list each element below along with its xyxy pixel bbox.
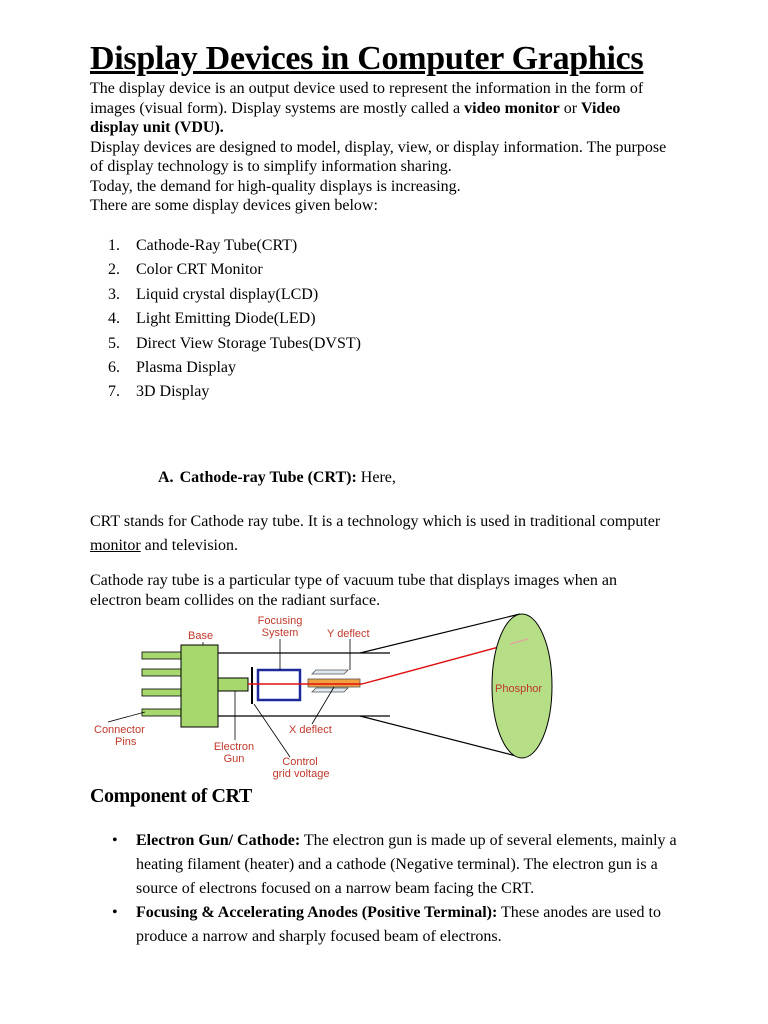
list-item: 7. 3D Display — [108, 383, 210, 401]
intro-paragraph-1: The display device is an output device used to represent the information in the form of images (visual form). Display systems are mostly called a video monitor or Video display unit (VDU). — [90, 80, 644, 136]
list-item: • Electron Gun/ Cathode: The electron gun is made up of several elements, mainly a heating filament (heater) and a cathode (Negative terminal). The electron gun is a source of electrons focused on a narrow beam facing the CRT. — [108, 829, 688, 901]
display-device-list — [108, 236, 361, 407]
connector-pin — [142, 689, 182, 696]
control-label-line1: Control — [282, 756, 318, 768]
list-item: 1. Cathode-Ray Tube(CRT) — [108, 237, 298, 254]
y-deflect-label: Y deflect — [327, 628, 370, 640]
electron-gun-label-line1: Electron — [213, 741, 255, 753]
list-item: 2. Color CRT Monitor — [108, 261, 263, 279]
intro-paragraph-2: Display devices are designed to model, display, view, or display information. The purpose of display technology is to simplify information sharing. — [90, 138, 667, 175]
list-item: 5. Direct View Storage Tubes(DVST) — [108, 334, 361, 352]
base-label: Base — [188, 630, 214, 642]
connector-pin — [142, 652, 182, 659]
x-deflect-plate — [308, 679, 360, 687]
focusing-label-line1: Focusing — [257, 615, 303, 627]
crt-diagram — [90, 612, 570, 782]
intro-section — [90, 79, 670, 216]
crt-base — [181, 645, 218, 727]
connector-label-line2: Pins — [115, 736, 137, 748]
connector-pointer — [108, 712, 145, 722]
control-grid-pointer — [254, 704, 290, 757]
list-item: 6. Plasma Display — [108, 358, 236, 376]
list-item: 3. Liquid crystal display(LCD) — [108, 285, 319, 303]
page-title: Display Devices in Computer Graphics — [90, 40, 644, 77]
x-deflect-pointer — [312, 687, 334, 724]
control-label-line2: grid voltage — [272, 768, 330, 780]
connector-pin — [142, 709, 182, 716]
focusing-system — [258, 670, 300, 700]
vdu-term: Video display unit (VDU). — [90, 99, 621, 136]
electron-gun — [218, 678, 248, 691]
deflected-beam — [362, 644, 510, 684]
focusing-label-line2: System — [261, 627, 299, 639]
crt-definition-paragraph: CRT stands for Cathode ray tube. It is a technology which is used in traditional computer monitor and television. — [90, 513, 661, 554]
bullet-icon: • — [112, 904, 118, 921]
component-heading: Component of CRT — [90, 785, 252, 807]
intro-paragraph-4: There are some display devices given below: — [90, 197, 378, 214]
intro-paragraph-3: Today, the demand for high-quality displays is increasing. — [90, 177, 461, 195]
section-a-heading: A. Cathode-ray Tube (CRT): Here, — [158, 469, 396, 486]
connector-pin — [142, 669, 182, 676]
y-deflect-plate-top — [312, 670, 348, 674]
connector-label-line1: Connector — [94, 724, 145, 736]
list-item: • Focusing & Accelerating Anodes (Positive Terminal): These anodes are used to produce a narrow and sharply focused beam of electrons. — [108, 901, 688, 949]
video-monitor-term: video monitor — [464, 99, 560, 117]
crt-description-paragraph: Cathode ray tube is a particular type of vacuum tube that displays images when an electron beam collides on the radiant surface. — [90, 572, 617, 609]
x-deflect-label: X deflect — [289, 724, 332, 736]
component-list — [108, 829, 688, 949]
y-deflect-plate-bottom — [312, 688, 348, 692]
bullet-icon: • — [112, 832, 118, 849]
monitor-link[interactable]: monitor — [90, 537, 141, 554]
electron-gun-label-line2: Gun — [223, 753, 245, 765]
list-item: 4. Light Emitting Diode(LED) — [108, 310, 316, 328]
phosphor-label: Phosphor — [495, 683, 543, 695]
